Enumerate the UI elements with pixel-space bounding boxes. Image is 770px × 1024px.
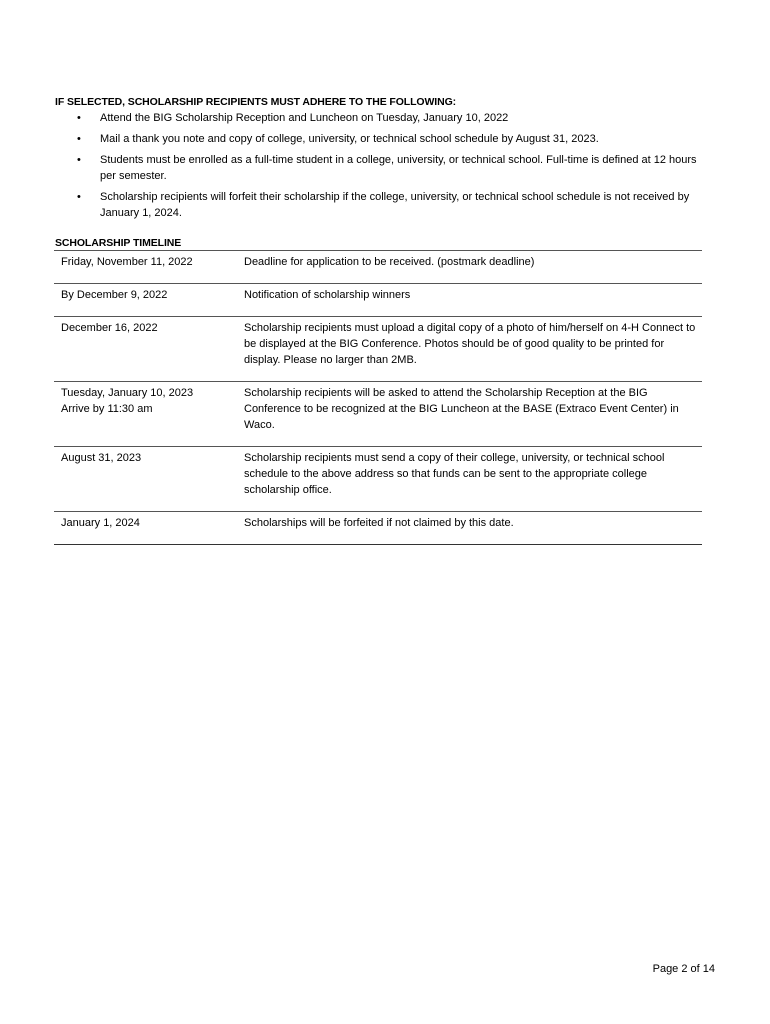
requirement-text: Attend the BIG Scholarship Reception and Luncheon on Tuesday, January 10, 2022: [100, 112, 509, 124]
scholarship-timeline-table: [54, 250, 702, 545]
timeline-description: Scholarship recipients must upload a digital copy of a photo of him/herself on 4-H Connect to be displayed at the BIG Conference. Photos should be of good quality to be printed for display. Please no larger than 2MB.: [244, 322, 696, 366]
page-number: Page 2 of 14: [652, 963, 715, 975]
table-row: [54, 251, 702, 284]
bullet-icon: •: [77, 154, 81, 166]
timeline-date: December 16, 2022: [61, 322, 158, 334]
table-row: [54, 512, 702, 545]
timeline-description: Notification of scholarship winners: [244, 289, 411, 301]
table-row: [54, 382, 702, 447]
requirement-item: [55, 152, 715, 184]
requirements-list: [55, 110, 715, 226]
requirement-text: Scholarship recipients will forfeit their scholarship if the college, university, or technical school schedule is not received by January 1, 2024.: [100, 191, 690, 219]
timeline-date: January 1, 2024: [61, 517, 140, 529]
requirement-item: [55, 131, 715, 147]
timeline-description: Scholarship recipients will be asked to attend the Scholarship Reception at the BIG Conference to be recognized at the BIG Luncheon at the BASE (Extraco Event Center) in Waco.: [244, 387, 679, 431]
requirements-heading: IF SELECTED, SCHOLARSHIP RECIPIENTS MUST ADHERE TO THE FOLLOWING:: [55, 96, 457, 108]
timeline-date: Friday, November 11, 2022: [61, 256, 193, 268]
bullet-icon: •: [77, 191, 81, 203]
table-row: [54, 284, 702, 317]
requirement-item: [55, 110, 715, 126]
timeline-description: Scholarships will be forfeited if not claimed by this date.: [244, 517, 514, 529]
timeline-date: Tuesday, January 10, 2023 Arrive by 11:30 am: [61, 387, 194, 415]
timeline-date: August 31, 2023: [61, 452, 142, 464]
requirement-text: Mail a thank you note and copy of college, university, or technical school schedule by August 31, 2023.: [100, 133, 599, 145]
requirement-text: Students must be enrolled as a full-time student in a college, university, or technical school. Full-time is defined at 12 hours per semester.: [100, 154, 697, 182]
timeline-heading: SCHOLARSHIP TIMELINE: [55, 237, 182, 249]
bullet-icon: •: [77, 112, 81, 124]
requirement-item: [55, 189, 715, 221]
timeline-description: Deadline for application to be received. (postmark deadline): [244, 256, 535, 268]
table-row: [54, 317, 702, 382]
timeline-description: Scholarship recipients must send a copy of their college, university, or technical school schedule to the above address so that funds can be sent to the appropriate college scholarship office.: [244, 452, 665, 496]
table-row: [54, 447, 702, 512]
bullet-icon: •: [77, 133, 81, 145]
timeline-date: By December 9, 2022: [61, 289, 168, 301]
